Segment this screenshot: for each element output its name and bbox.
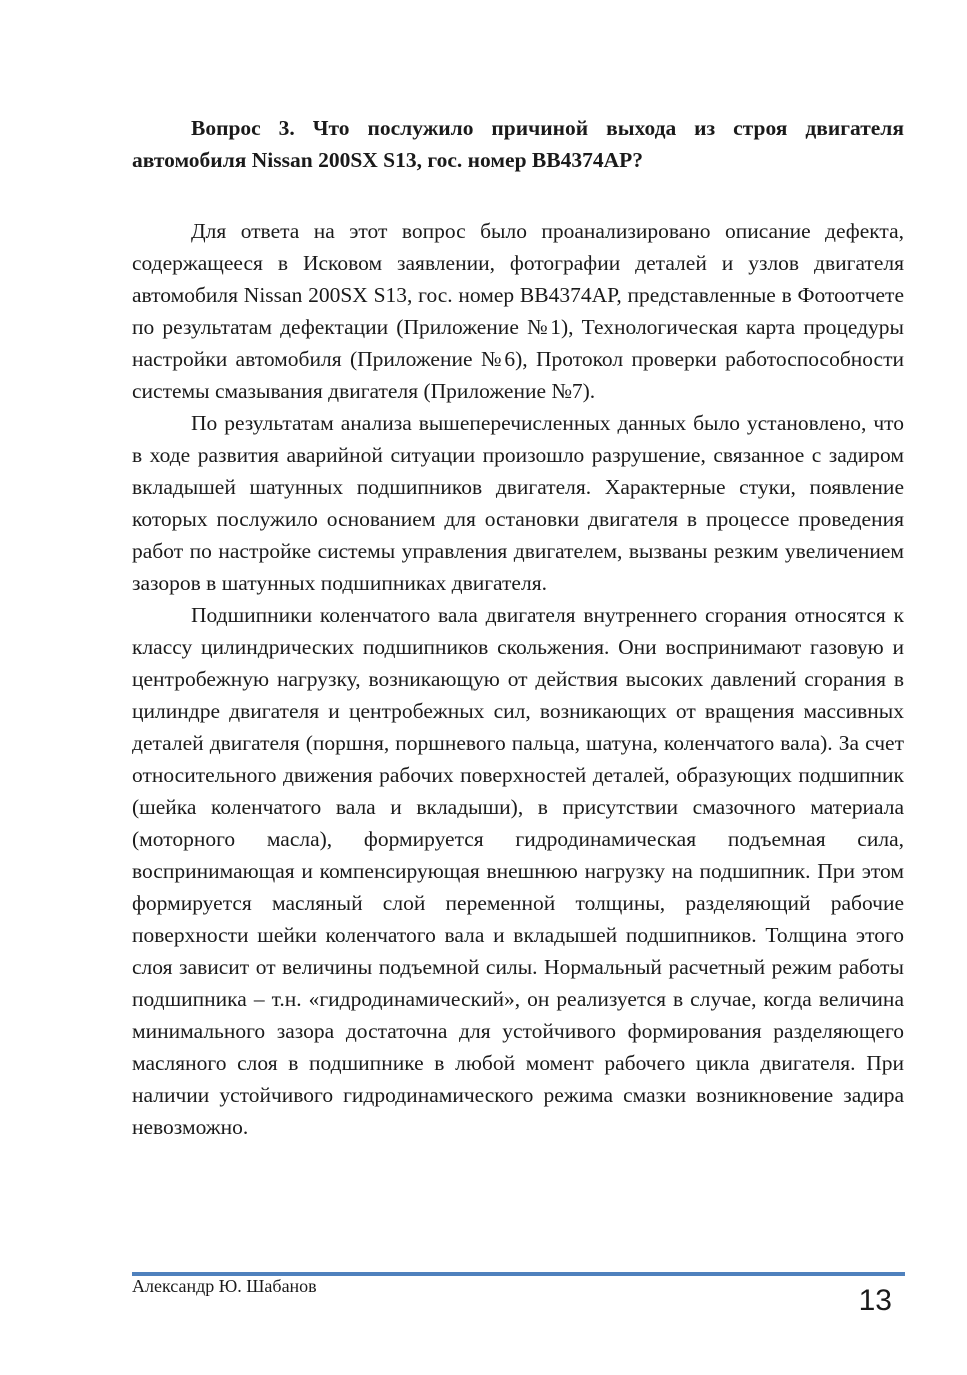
paragraph-1: Для ответа на этот вопрос было проанализировано описание дефекта, содержащееся в Исковом заявлении, фотографии деталей и узлов двигателя автомобиля Nissan 200SX S13, гос. номер ВВ4374АР, представленные в Фотоотчете по результатам дефектации (Приложение №1), Технологическая карта процедуры настройки автомобиля (Приложение №6), Протокол проверки работоспособности системы смазывания двигателя (Приложение №7). xyxy=(132,219,904,403)
document-body xyxy=(132,112,904,1143)
paragraph-2: По результатам анализа вышеперечисленных данных было установлено, что в ходе развития аварийной ситуации произошло разрушение, связанное с задиром вкладышей шатунных подшипников двигателя. Характерные стуки, появление которых послужило основанием для остановки двигателя в процессе проведения работ по настройке системы управления двигателем, вызваны резким увеличением зазоров в шатунных подшипниках двигателя. xyxy=(132,411,904,595)
page-number: 13 xyxy=(858,1284,892,1317)
question-heading: Вопрос 3. Что послужило причиной выхода из строя двигателя автомобиля Nissan 200SX S13, гос. номер ВВ4374АР? xyxy=(132,116,904,172)
paragraph-3: Подшипники коленчатого вала двигателя внутреннего сгорания относятся к классу цилиндрических подшипников скольжения. Они воспринимают газовую и центробежную нагрузку, возникающую от действия высоких давлений сгорания в цилиндре двигателя и центробежных сил, возникающих от вращения массивных деталей двигателя (поршня, поршневого пальца, шатуна, коленчатого вала). За счет относительного движения рабочих поверхностей деталей, образующих подшипник (шейка коленчатого вала и вкладыши), в присутствии смазочного материала (моторного масла), формируется гидродинамическая подъемная сила, воспринимающая и компенсирующая внешнюю нагрузку на подшипник. При этом формируется масляный слой переменной толщины, разделяющий рабочие поверхности шейки коленчатого вала и вкладышей подшипников. Толщина этого слоя зависит от величины подъемной силы. Нормальный расчетный режим работы подшипника – т.н. «гидродинамический», он реализуется в случае, когда величина минимального зазора достаточна для устойчивого формирования разделяющего масляного слоя в подшипнике в любой момент рабочего цикла двигателя. При наличии устойчивого гидродинамического режима смазки возникновение задира невозможно. xyxy=(132,603,904,1139)
footer-author: Александр Ю. Шабанов xyxy=(132,1276,317,1296)
